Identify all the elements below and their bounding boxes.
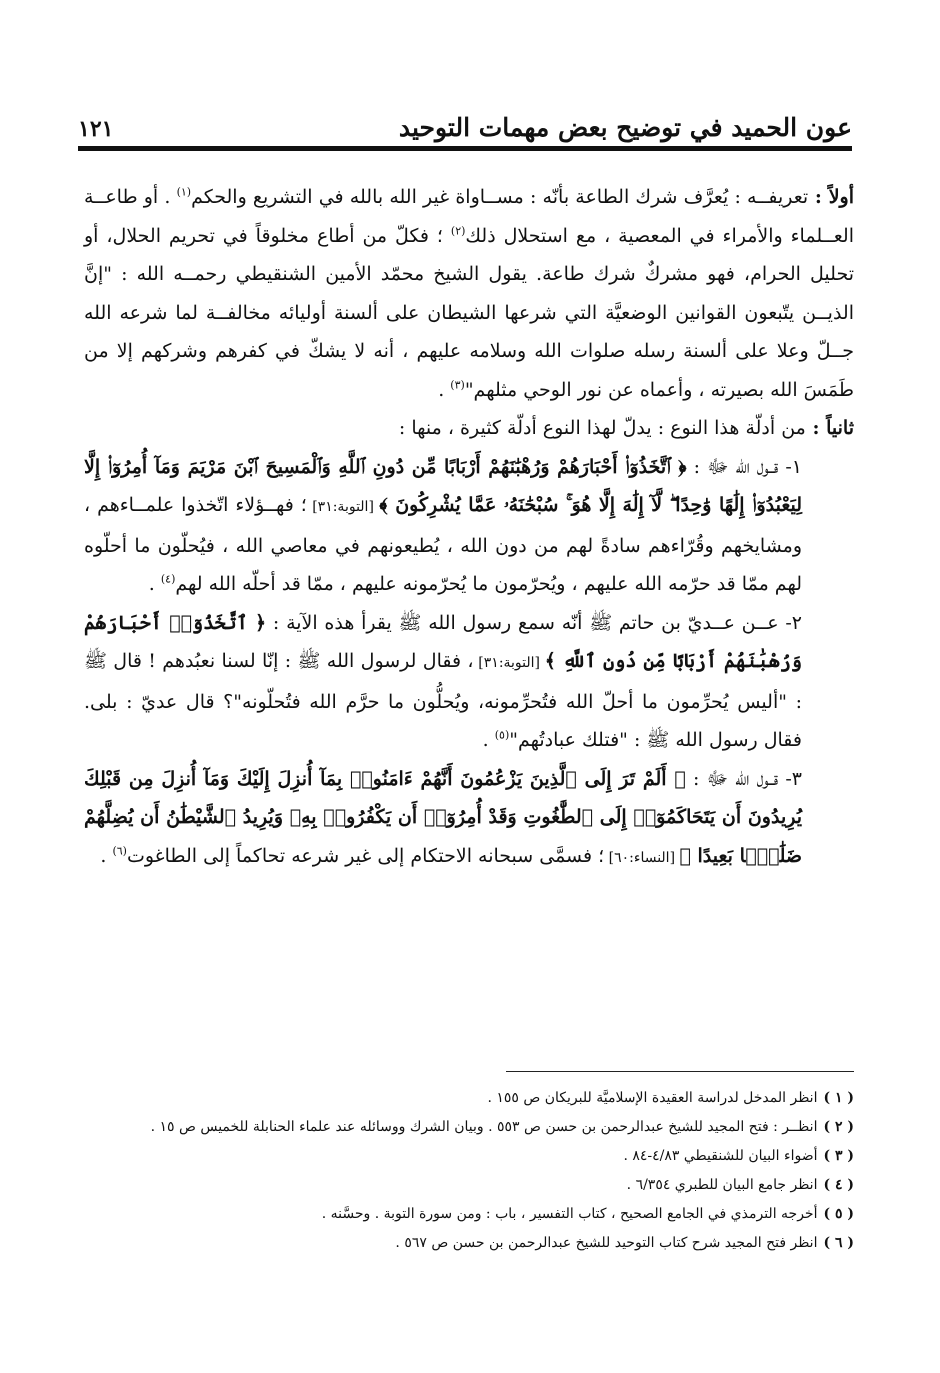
page-number: ١٢١ [78, 116, 114, 142]
footnote-ref-3: (٣) [450, 378, 465, 392]
item-2-quran: ﴿ ٱتَّخَذُوٓا۟ أَحْبَارَهُمْ وَرُهْبَٰنَهُمْ أَرْبَابًا مِّن دُونِ ٱللَّهِ ﴾ [84, 611, 802, 672]
item-1-ref: [التوبة:٣١] [306, 499, 380, 515]
evidence-heading-text: من أدلّة هذا النوع : يدلّ لهذا النوع أدلّة كثيرة ، منها : [398, 417, 806, 439]
item-2-ref: [التوبة:٣١] [473, 655, 545, 671]
footnote-ref-6: (٦) [112, 844, 127, 858]
item-1-text: ؛ فهــؤلاء اتّخذوا علمــاءهم ، ومشايخهم وقُرّاءهم سادةً لهم من دون الله ، يُطيعونهم في معاصي الله ، فيُحلّون ما أحلّوه لهم ممّا قد حرّمه الله عليهم ، ويُحرّمون ما يُحرّمونه عليهم ، ممّا قد أحلّه الله لهم [84, 494, 802, 595]
footnote-text: انظر فتح المجيد شرح كتاب التوحيد للشيخ عبدالرحمن بن حسن ص ٥٦٧ . [395, 1235, 818, 1251]
footnote-separator [506, 1071, 854, 1072]
main-text [84, 178, 854, 877]
item-3-start: ٣- قــول الله ﷻ : [685, 767, 803, 790]
footnote-number: ( ٢ ) [823, 1119, 854, 1135]
footnote-ref-4: (٤) [160, 572, 176, 586]
evidence-item-1 [84, 448, 854, 604]
item-2-text: ، فقال لرسول الله ﷺ : إنّا لسنا نعبُدهم ! قال ﷺ : "أليس يُحرِّمون ما أحلّ الله فتُحرِّمونه، ويُحلُّون ما حرَّم الله فتُحلّونه"؟ قال عديّ : بلى. فقال رسول الله ﷺ : "فتلك عبادتُهم" [84, 650, 802, 751]
item-2-end: . [482, 729, 495, 751]
footnote-2 [84, 1113, 854, 1142]
footnote-text: أضواء البيان للشنقيطي ٤/٨٣-٨٤ . [623, 1148, 818, 1164]
footnote-ref-2: (٢) [450, 224, 466, 238]
item-2-start: ٢- عــن عــديّ بن حاتم ﷺ أنّه سمع رسول الله ﷺ يقرأ هذه الآية : [266, 611, 802, 634]
book-title: عون الحميد في توضيح بعض مهمات التوحيد [398, 113, 852, 142]
footnote-4 [84, 1171, 854, 1200]
footnote-number: ( ١ ) [823, 1090, 854, 1106]
item-3-ref: [النساء:٦٠] [604, 849, 680, 866]
footnote-6 [84, 1229, 854, 1258]
footnote-text: انظر جامع البيان للطبري ٦/٣٥٤ . [626, 1177, 818, 1193]
item-1-quran: ﴿ ٱتَّخَذُوٓا۟ أَحْبَارَهُمْ وَرُهْبَٰنَهُمْ أَرْبَابًا مِّن دُونِ ٱللَّهِ وَٱلْمَسِيحَ ٱبْنَ مَرْيَمَ وَمَآ أُمِرُوٓا۟ إِلَّا لِيَعْبُدُوٓا۟ إِلَٰهًا وَٰحِدًا ۖ لَّآ إِلَٰهَ إِلَّا هُوَ ۚ سُبْحَٰنَهُۥ عَمَّا يُشْرِكُونَ ﴾ [84, 455, 803, 516]
footnote-ref-5: (٥) [494, 728, 510, 742]
footnote-ref-1: (١) [176, 185, 192, 199]
evidence-item-2 [84, 604, 854, 760]
footnote-number: ( ٣ ) [823, 1148, 854, 1164]
footnote-number: ( ٥ ) [823, 1206, 854, 1222]
item-1-end: . [148, 573, 161, 595]
definition-end: . [438, 378, 451, 401]
footnote-text: انظر المدخل لدراسة العقيدة الإسلاميَّة للبريكان ص ١٥٥ . [487, 1090, 818, 1106]
header-rule [78, 146, 852, 151]
footnote-text: أخرجه الترمذي في الجامع الصحيح ، كتاب التفسير ، باب : ومن سورة التوبة . وحسَّنه . [321, 1206, 818, 1222]
footnote-1 [84, 1084, 854, 1113]
definition-text-c: ؛ فكلّ من أطاع مخلوقاً في تحريم الحلال، أو تحليل الحرام، فهو مشركٌ شرك طاعة. يقول الشيخ محمّد الأمين الشنقيطي رحمــه الله : "إنَّ الذيــن يتّبعون القوانين الوضعيَّة التي شرعها الشيطان على ألسنة أوليائه مخالفــة لما شرعه الله جــلّ وعلا على ألسنة رسله صلوات الله وسلامه عليهم ، أنه لا يشكّ في كفرهم وشركهم إلا من طَمَسَ الله بصيرته ، وأعماه عن نور الوحي مثلهم" [84, 224, 854, 401]
running-header [78, 92, 852, 142]
definition-text-b: . أو طاعــة العــلماء والأمراء في المعصية ، مع استحلال ذلك [84, 186, 854, 247]
footnote-5 [84, 1200, 854, 1229]
footnote-number: ( ٤ ) [823, 1177, 854, 1193]
footnote-3 [84, 1142, 854, 1171]
item-1-start: ١- قــول الله ﷻ : [686, 455, 803, 478]
evidence-item-3 [84, 760, 854, 878]
item-3-text: ؛ فسمَّى سبحانه الاحتكام إلى غير شرعه تحاكماً إلى الطاغوت [126, 844, 605, 867]
item-3-end: . [100, 844, 113, 867]
item-3-quran: ﴿ أَلَمْ تَرَ إِلَى ٱلَّذِينَ يَزْعُمُونَ أَنَّهُمْ ءَامَنُوا۟ بِمَآ أُنزِلَ إِلَيْكَ وَمَآ أُنزِلَ مِن قَبْلِكَ يُرِيدُونَ أَن يَتَحَاكَمُوٓا۟ إِلَى ٱلطَّٰغُوتِ وَقَدْ أُمِرُوٓا۟ أَن يَكْفُرُوا۟ بِهِۦ وَيُرِيدُ ٱلشَّيْطَٰنُ أَن يُضِلَّهُمْ ضَلَٰلًۢا بَعِيدًا ﴾ [84, 767, 802, 867]
definition-text: تعريفــه : يُعرَّف شرك الطاعة بأنّه : مســاواة غير الله بالله في التشريع والحكم [191, 186, 809, 208]
footnotes [84, 1084, 854, 1258]
section-lead-first: أولاً : [808, 186, 854, 208]
footnote-number: ( ٦ ) [823, 1235, 854, 1251]
footnote-text: انظــر : فتح المجيد للشيخ عبدالرحمن بن حسن ص ٥٥٣ . وبيان الشرك ووسائله عند علماء الحنابلة للخميس ص ١٥ . [150, 1119, 818, 1135]
paragraph-evidence-heading [84, 409, 854, 448]
section-lead-second: ثانياً : [805, 417, 854, 439]
paragraph-definition [84, 178, 854, 409]
